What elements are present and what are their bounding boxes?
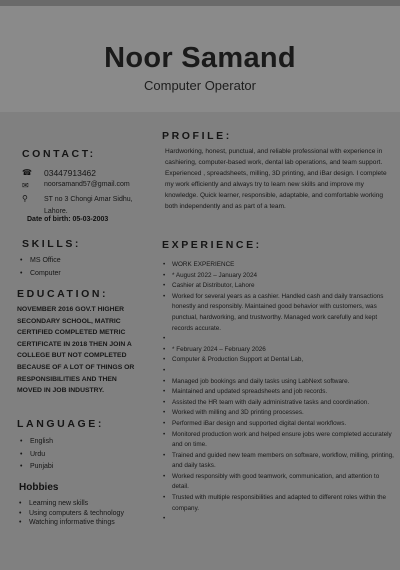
profile-heading: PROFILE:	[162, 130, 232, 142]
address-text	[36, 194, 133, 218]
experience-item: • Trained and guided new team members on software, workflow, milling, printing, and daily tasks.	[160, 451, 396, 472]
experience-heading: EXPERIENCE:	[162, 239, 262, 251]
hobby-item: • Learning new skills	[19, 499, 149, 509]
experience-item: • WORK EXPERIENCE	[160, 260, 396, 271]
phone-text: 03447913462	[44, 168, 97, 178]
address-row	[22, 194, 133, 218]
hobbies-heading: Hobbies	[19, 482, 59, 493]
experience-item	[160, 366, 396, 377]
skills-list	[20, 255, 61, 280]
language-item: • Punjabi	[20, 461, 53, 474]
phone-row	[22, 168, 96, 178]
contact-heading: CONTACT:	[22, 148, 96, 160]
experience-item: • Trusted with multiple responsibilities and adapted to different roles within the company.	[160, 493, 396, 514]
experience-item: • * February 2024 – February 2026	[160, 345, 396, 356]
language-heading: LANGUAGE:	[17, 418, 104, 430]
experience-item: • Managed job bookings and daily tasks using LabNext software.	[160, 377, 396, 388]
experience-item: • Monitored production work and helped ensure jobs were completed accurately and on time.	[160, 430, 396, 451]
education-heading: EDUCATION:	[17, 288, 109, 300]
hobby-item: • Watching informative things	[19, 518, 149, 528]
experience-item: • Cashier at Distributor, Lahore	[160, 281, 396, 292]
candidate-role: Computer Operator	[144, 78, 256, 93]
experience-item	[160, 334, 396, 345]
education-text: NOVEMBER 2016 GOV.T HIGHER SECONDARY SCHOOL, MATRIC CERTIFIED COMPLETED METRIC CERTIFICATE IN 2018 THEN JOIN A COLLEGE BUT NOT COMPLETED BECAUSE OF A LOT OF THINGS OR RESPONSIBILITIES AND THEN MOVED IN JOB INDUSTRY.	[17, 306, 135, 395]
email-icon: ✉	[22, 181, 29, 190]
location-pin-icon: ⚲	[22, 194, 28, 203]
experience-item: • Worked responsibly with good teamwork, communication, and attention to detail.	[160, 472, 396, 493]
skills-heading: SKILLS:	[22, 238, 82, 250]
experience-item	[160, 514, 396, 525]
email-text: noorsamand57@gmail.com	[44, 181, 130, 188]
experience-item: • Worked with milling and 3D printing processes.	[160, 408, 396, 419]
header-band	[0, 6, 400, 112]
date-of-birth: Date of birth: 05-03-2003	[27, 216, 109, 223]
address-line-2: Lahore.	[44, 208, 68, 215]
language-item: • English	[20, 436, 53, 449]
experience-item: • * August 2022 – January 2024	[160, 271, 396, 282]
candidate-name: Noor Samand	[104, 42, 296, 74]
experience-item: • Worked for several years as a cashier. Handled cash and daily transactions honestly and responsibly. Maintained good behavior with customers, was punctual, hardworking, and trustworthy. Managed work carefully and kept records accurate.	[160, 292, 396, 334]
left-column	[0, 128, 148, 570]
skill-item: • Computer	[20, 268, 61, 281]
email-row	[22, 181, 130, 190]
language-list	[20, 436, 53, 474]
profile-text: Hardworking, honest, punctual, and reliable professional with experience in cashiering, computer-based work, dental lab operations, and team support. Experienced , spreadsheets, milling, 3D printing, and iBar design. I complete my work efficiently and always try to learn new skills and improve my knowledge. Quick learner, responsible, adaptable, and comfortable working both independently and as part of a team.	[165, 148, 387, 210]
experience-item: • Maintained and updated spreadsheets and job records.	[160, 387, 396, 398]
right-column	[157, 128, 400, 570]
phone-icon: ☎	[22, 168, 32, 177]
skill-item: • MS Office	[20, 255, 61, 268]
experience-list	[160, 260, 396, 525]
hobbies-list	[19, 499, 149, 528]
language-item: • Urdu	[20, 449, 53, 462]
experience-item: • Assisted the HR team with daily administrative tasks and coordination.	[160, 398, 396, 409]
experience-item: • Performed iBar design and supported digital dental workflows.	[160, 419, 396, 430]
experience-item: • Computer & Production Support at Dental Lab,	[160, 355, 396, 366]
address-line-1: ST no 3 Chongi Amar Sidhu,	[44, 196, 133, 203]
hobby-item: • Using computers & technology	[19, 509, 149, 519]
